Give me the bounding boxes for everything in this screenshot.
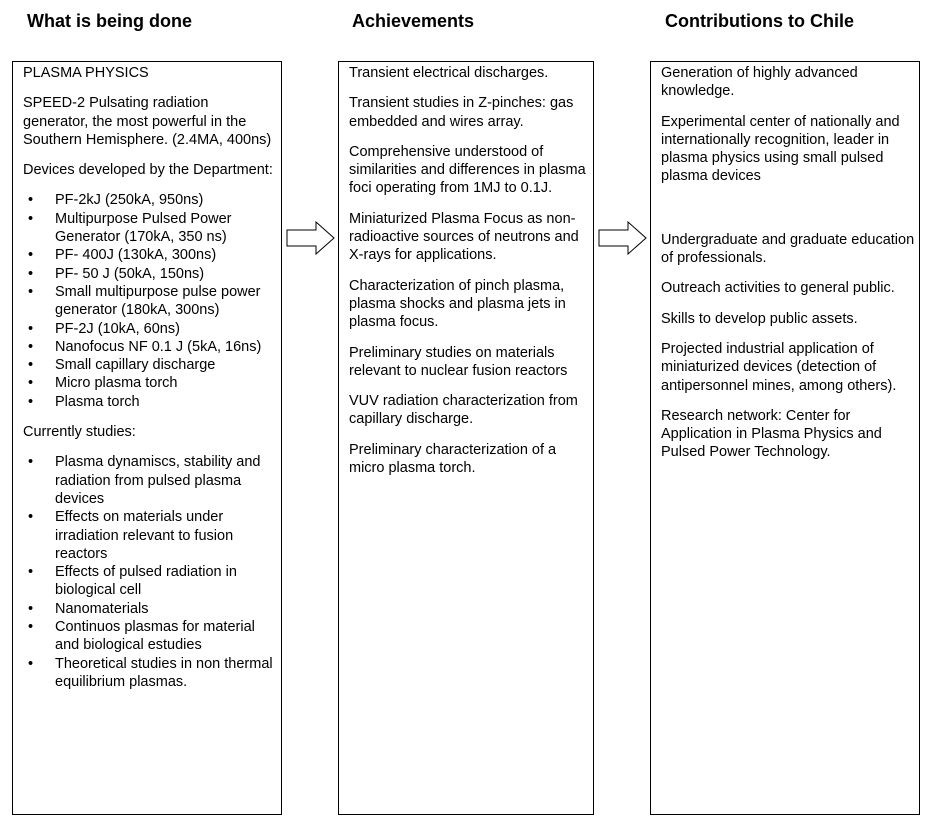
what-is-being-done-box	[12, 61, 282, 815]
heading-contributions-to-chile: Contributions to Chile	[665, 11, 854, 31]
list-item: • Micro plasma torch	[55, 374, 277, 392]
box-text: Characterization of pinch plasma, plasma shocks and plasma jets in plasma focus.	[349, 277, 566, 331]
box-text: Outreach activities to general public.	[661, 280, 895, 297]
box-text: Experimental center of nationally and internationally recognition, leader in plasma physics using small pulsed plasma devices	[661, 113, 900, 185]
bullet-list	[23, 453, 277, 691]
box-text: Miniaturized Plasma Focus as non-radioactive sources of neutrons and X-rays for applications.	[349, 210, 579, 264]
list-item: • Nanofocus NF 0.1 J (5kA, 16ns)	[55, 338, 277, 356]
list-item: • Effects of pulsed radiation in biological cell	[55, 563, 277, 600]
list-item: • Effects on materials under irradiation relevant to fusion reactors	[55, 508, 277, 563]
bullet-list	[23, 191, 277, 411]
list-item: • Plasma dynamiscs, stability and radiation from pulsed plasma devices	[55, 453, 277, 508]
right-arrow-icon	[286, 221, 336, 255]
box-text: Transient electrical discharges.	[349, 65, 549, 81]
contributions-box	[650, 61, 920, 815]
box-text: PLASMA PHYSICS	[23, 65, 149, 81]
box-text: Skills to develop public assets.	[661, 310, 858, 327]
list-item: • PF-2J (10kA, 60ns)	[55, 320, 277, 338]
heading-what-is-being-done: What is being done	[27, 11, 192, 31]
list-item: • PF- 400J (130kA, 300ns)	[55, 246, 277, 264]
box-text: Devices developed by the Department:	[23, 162, 273, 179]
list-item: • Multipurpose Pulsed Power Generator (170kA, 350 ns)	[55, 210, 277, 247]
list-item: • Continuos plasmas for material and biological estudies	[55, 618, 277, 655]
box-text: Comprehensive understood of similarities and differences in plasma foci operating from 1MJ to 0.1J.	[349, 143, 586, 197]
list-item: • Plasma torch	[55, 393, 277, 411]
box-text: SPEED-2 Pulsating radiation generator, the most powerful in the Southern Hemisphere. (2.4MA, 400ns)	[23, 95, 272, 148]
heading-achievements: Achievements	[352, 11, 475, 31]
box-text: Preliminary studies on materials relevant to nuclear fusion reactors	[349, 344, 568, 379]
box-text: Generation of highly advanced knowledge.	[661, 65, 858, 100]
list-item: • Theoretical studies in non thermal equilibrium plasmas.	[55, 655, 277, 692]
list-item: • PF-2kJ (250kA, 950ns)	[55, 191, 277, 209]
right-arrow-icon	[598, 221, 648, 255]
list-item: • Small capillary discharge	[55, 356, 277, 374]
box-text: Currently studies:	[23, 424, 136, 441]
box-text: VUV radiation characterization from capillary discharge.	[349, 393, 578, 428]
list-item: • Small multipurpose pulse power generator (180kA, 300ns)	[55, 283, 277, 320]
achievements-box	[338, 61, 594, 815]
spacer	[661, 198, 915, 231]
box-text: Transient studies in Z-pinches: gas embedded and wires array.	[349, 95, 574, 130]
list-item: • Nanomaterials	[55, 600, 277, 618]
box-text: Undergraduate and graduate education of professionals.	[661, 231, 915, 267]
box-text: Projected industrial application of miniaturized devices (detection of antipersonnel mines, among others).	[661, 340, 897, 394]
box-text: Research network: Center for Application in Plasma Physics and Pulsed Power Technology.	[661, 407, 882, 461]
list-item: • PF- 50 J (50kA, 150ns)	[55, 265, 277, 283]
box-text: Preliminary characterization of a micro plasma torch.	[349, 441, 557, 477]
